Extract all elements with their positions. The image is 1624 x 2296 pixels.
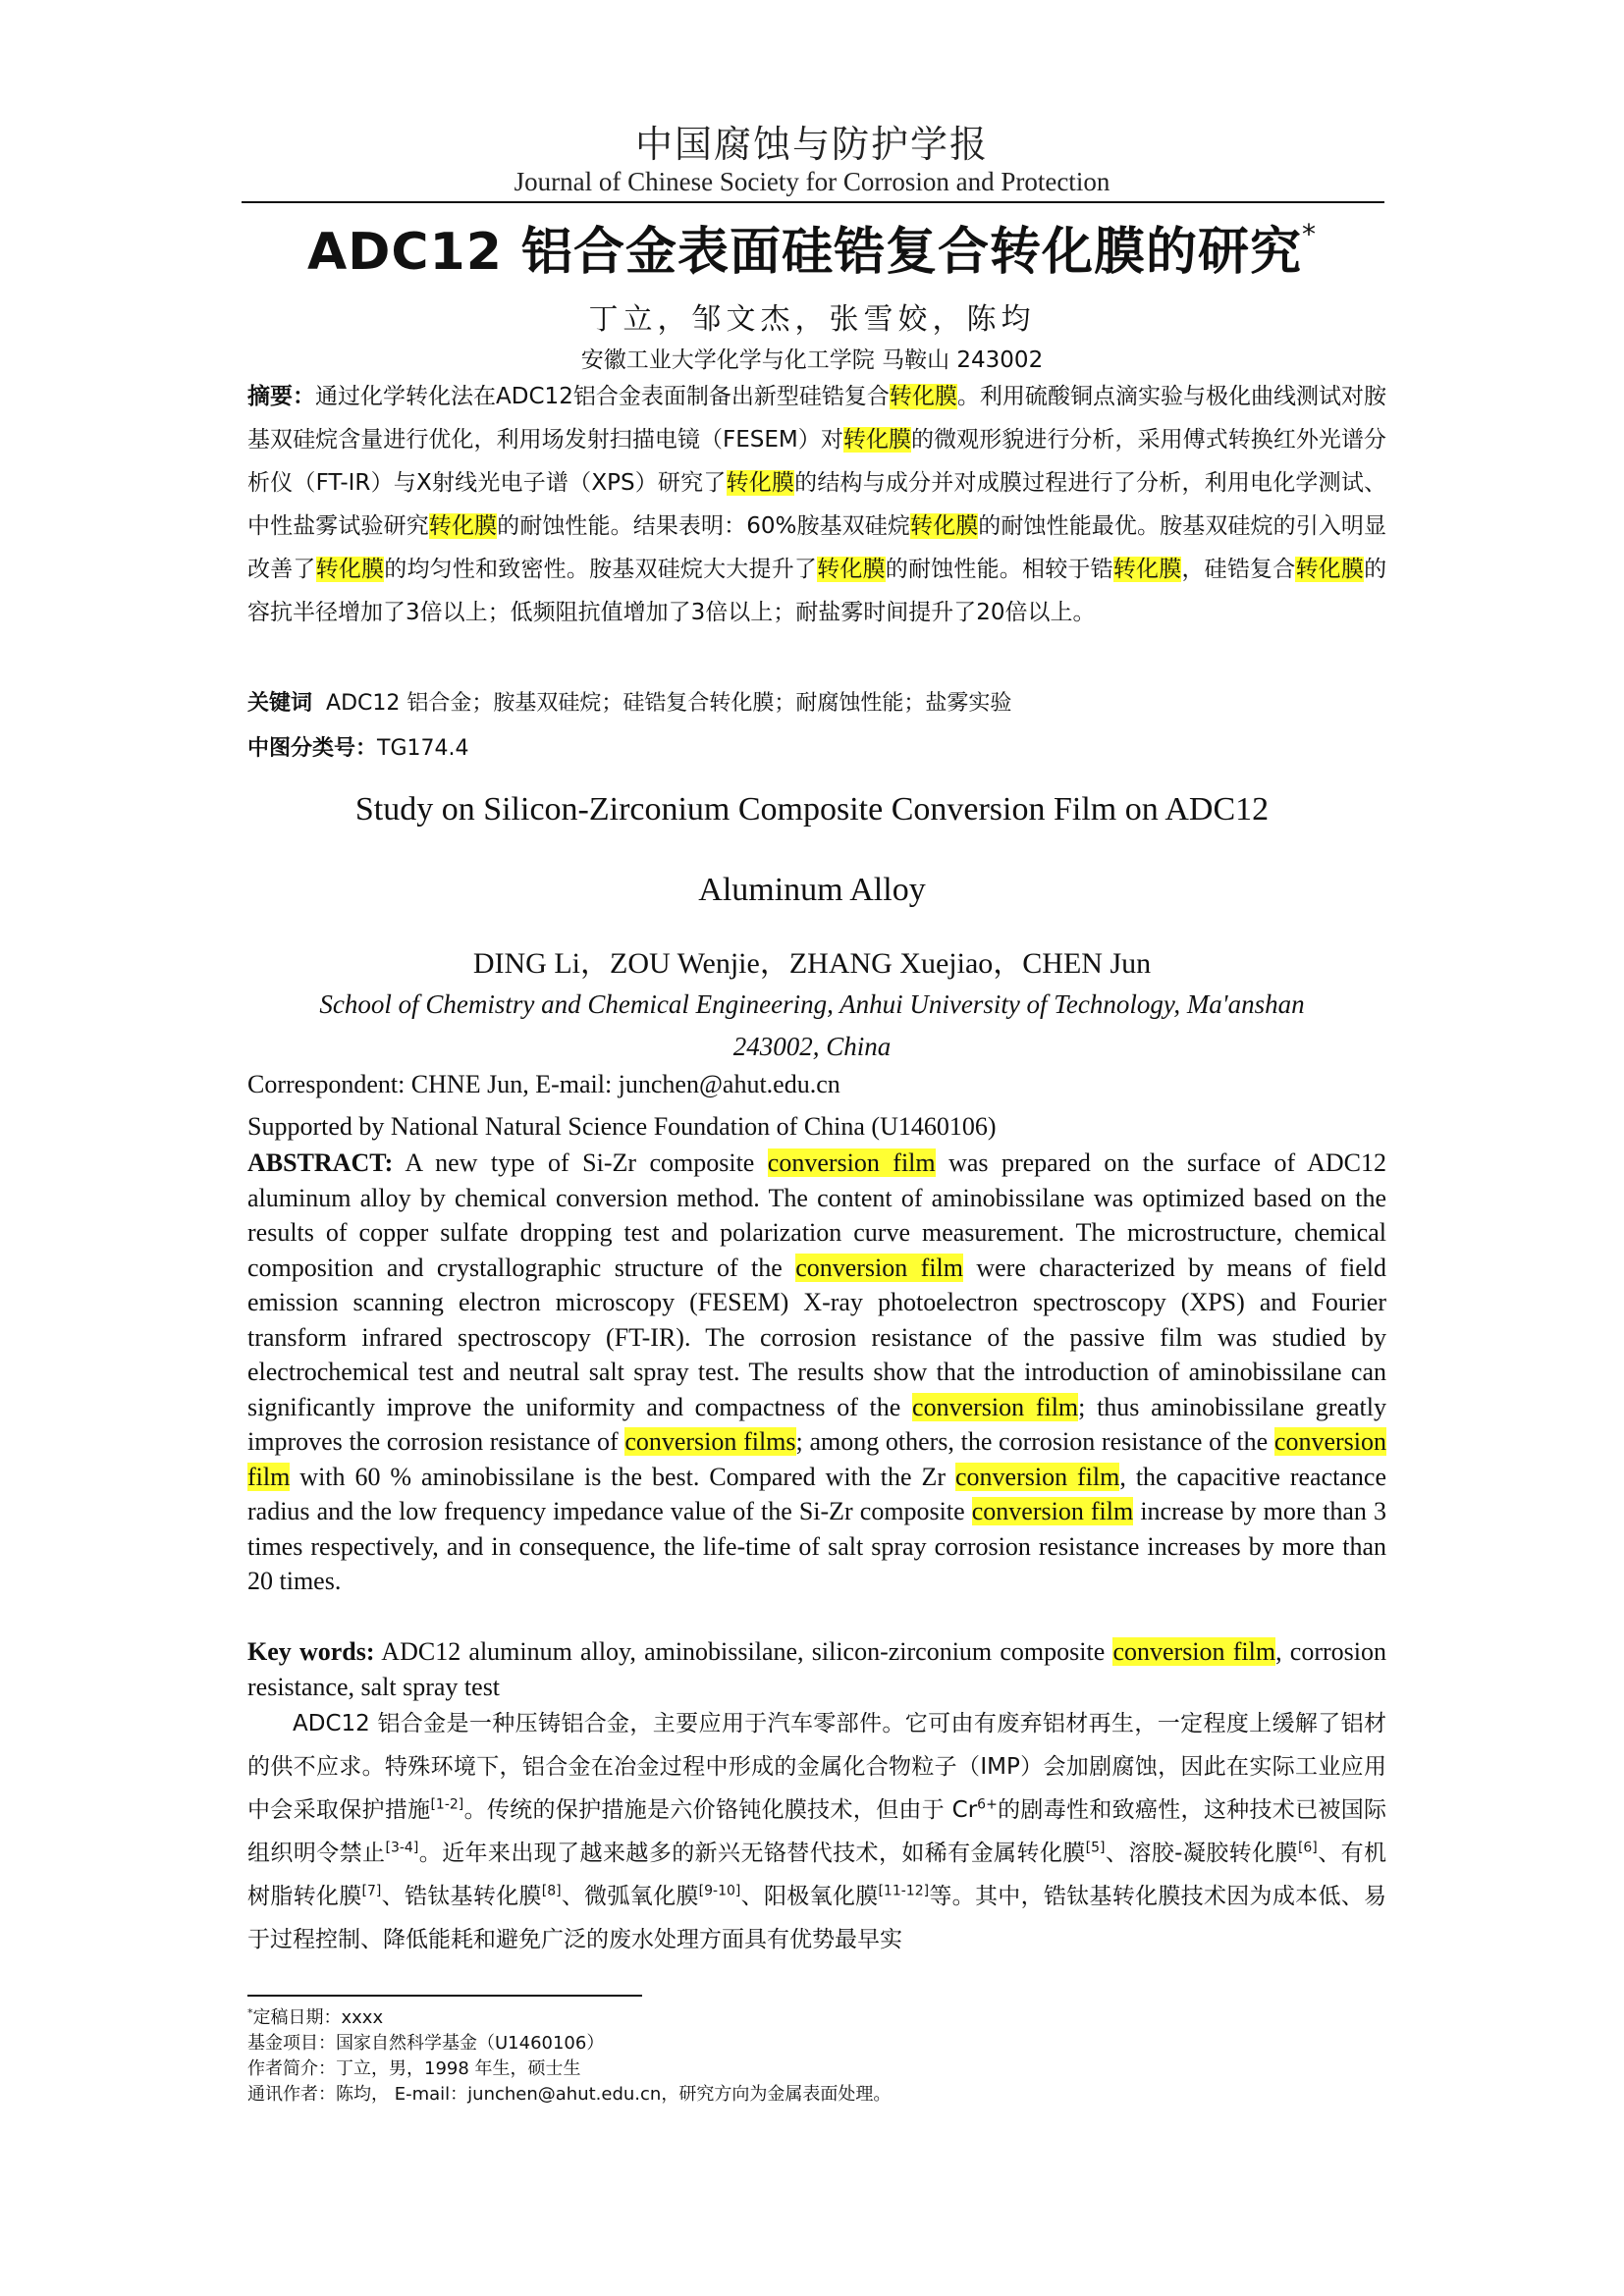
citation: [5]: [1085, 1840, 1106, 1856]
highlight: conversion film: [1112, 1637, 1276, 1666]
highlight: conversion film: [971, 1497, 1134, 1525]
abstract-en-label: ABSTRACT:: [247, 1148, 394, 1177]
affiliation-en: School of Chemistry and Chemical Engineering, Anhui University of Technology, Ma'anshan 243002, China: [319, 989, 1305, 1061]
journal-name-cn: 中国腐蚀与防护学报: [634, 123, 989, 166]
footnote-correspondent: 通讯作者：陈均， E-mail：junchen@ahut.edu.cn，研究方向为金属表面处理。: [247, 2084, 892, 2105]
journal-name-en: Journal of Chinese Society for Corrosion and Protection: [514, 167, 1110, 196]
citation: [7]: [361, 1883, 382, 1899]
citation: [3-4]: [385, 1840, 419, 1856]
superscript: 6+: [977, 1796, 998, 1813]
keywords-cn: [247, 686, 1386, 717]
highlight: conversion film: [795, 1253, 963, 1282]
highlight: conversion film: [247, 1427, 1387, 1491]
keywords-en-label: Key words:: [247, 1637, 375, 1666]
footnote-fund: 基金项目：国家自然科学基金（U1460106）: [247, 2033, 605, 2054]
citation: [9-10]: [698, 1883, 741, 1899]
title-text: ADC12 铝合金表面硅锆复合转化膜的研究: [306, 223, 1303, 282]
highlight: 转化膜: [842, 427, 912, 453]
clc-text: TG174.4: [377, 736, 469, 761]
clc-label: 中图分类号：: [247, 736, 378, 761]
clc-number: [247, 731, 1386, 762]
paper-title-cn: [0, 210, 1624, 284]
affiliation-cn: 安徽工业大学化学与化工学院 马鞍山 243002: [580, 347, 1044, 373]
citation: [6]: [1297, 1840, 1318, 1856]
authors-cn: 丁立，邹文杰，张雪姣，陈均: [588, 302, 1036, 337]
abstract-cn: 摘要：通过化学转化法在ADC12铝合金表面制备出新型硅锆复合转化膜。利用硫酸铜点滴实验与极化曲线测试对胺基双硅烷含量进行优化，利用场发射扫描电镜（FESEM）对转化膜的微观形貌进行分析，采用傅式转换红外光谱分析仪（FT-IR）与X射线光电子谱（XPS）研究了转化膜的结构与成分并对成膜过程进行了分析，利用电化学测试、中性盐雾试验研究转化膜的耐蚀性能。结果表明：60%胺基双硅烷转化膜的耐蚀性能最优。胺基双硅烷的引入明显改善了转化膜的均匀性和致密性。胺基双硅烷大大提升了转化膜的耐蚀性能。相较于锆转化膜，硅锆复合转化膜的容抗半径增加了3倍以上；低频阻抗值增加了3倍以上；耐盐雾时间提升了20倍以上。: [247, 384, 1387, 625]
keywords-cn-label: 关键词: [247, 691, 313, 716]
footnote-date: *定稿日期：xxxx: [247, 2006, 384, 2028]
highlight: 转化膜: [428, 513, 498, 539]
abstract-cn-label: 摘要：: [247, 384, 316, 409]
highlight: 转化膜: [1112, 557, 1182, 582]
correspondent-en: Correspondent: CHNE Jun, E-mail: junchen@ahut.edu.cn: [247, 1070, 840, 1098]
highlight: 转化膜: [1295, 557, 1365, 582]
citation: [1-2]: [430, 1796, 464, 1813]
footnote-author: 作者简介：丁立，男，1998 年生，硕士生: [247, 2058, 581, 2079]
highlight: 转化膜: [909, 513, 979, 539]
highlight: 转化膜: [315, 557, 385, 582]
support-en: Supported by National Natural Science Foundation of China (U1460106): [247, 1112, 997, 1141]
keywords-en: Key words: ADC12 aluminum alloy, aminobissilane, silicon-zirconium composite conversion film, corrosion resistance, salt spray test: [247, 1637, 1386, 1701]
highlight: 转化膜: [817, 557, 886, 582]
highlight: conversion films: [624, 1427, 796, 1456]
highlight: 转化膜: [726, 470, 795, 496]
authors-en: DING Li，ZOU Wenjie，ZHANG Xuejiao，CHEN Jun: [472, 947, 1152, 980]
introduction-paragraph: ADC12 铝合金是一种压铸铝合金，主要应用于汽车零部件。它可由有废弃铝材再生，一定程度上缓解了铝材的供不应求。特殊环境下，铝合金在冶金过程中形成的金属化合物粒子（IMP）会加剧腐蚀，因此在实际工业应用中会采取保护措施[1-2]。传统的保护措施是六价铬钝化膜技术，但由于 $Cr^{6+}$的剧毒性和致癌性，这种技术已被国际组织明令禁止[3-4]。近年来出现了越来越多的新兴无铬替代技术，如稀有金属转化膜[5]、溶胶-凝胶转化膜[6]、有机树脂转化膜[7]、锆钛基转化膜[8]、微弧氧化膜[9-10]、阳极氧化膜[11-12]等。其中，锆钛基转化膜技术因为成本低、易于过程控制、降低能耗和避免广泛的废水处理方面具有优势最早实: [247, 1711, 1387, 1952]
abstract-en: ABSTRACT: A new type of Si-Zr composite conversion film was prepared on the surface of ADC12 aluminum alloy by chemical conversion method. The content of aminobissilane was optimized based on the results of copper sulfate dropping test and polarization curve measurement. The microstructure, chemical composition and crystallographic structure of the conversion film were characterized by means of field emission scanning electron microscopy (FESEM) X-ray photoelectron spectroscopy (XPS) and Fourier transform infrared spectroscopy (FT-IR). The corrosion resistance of the passive film was studied by electrochemical test and neutral salt spray test. The results show that the introduction of aminobissilane can significantly improve the uniformity and compactness of the conversion film; thus aminobissilane greatly improves the corrosion resistance of conversion films; among others, the corrosion resistance of the conversion film with 60 % aminobissilane is the best. Compared with the Zr conversion film, the capacitive reactance radius and the low frequency impedance value of the Si-Zr composite conversion film increase by more than 3 times respectively, and in consequence, the life-time of salt spray corrosion resistance increases by more than 20 times.: [247, 1148, 1387, 1595]
highlight: conversion film: [912, 1392, 1079, 1421]
header-rule: [242, 201, 1384, 203]
paper-title-en-line1: Study on Silicon-Zirconium Composite Conversion Film on ADC12: [354, 791, 1270, 828]
paper-title-en-line2: Aluminum Alloy: [698, 872, 926, 908]
citation: [11-12]: [878, 1883, 930, 1899]
highlight: 转化膜: [889, 384, 957, 409]
title-footnote-mark: *: [1302, 217, 1318, 250]
citation: [8]: [541, 1883, 562, 1899]
highlight: conversion film: [954, 1462, 1120, 1491]
keywords-cn-text: ADC12 铝合金；胺基双硅烷；硅锆复合转化膜；耐腐蚀性能；盐雾实验: [326, 691, 1012, 716]
footnote-rule: [247, 1995, 642, 1997]
highlight: conversion film: [767, 1148, 936, 1177]
